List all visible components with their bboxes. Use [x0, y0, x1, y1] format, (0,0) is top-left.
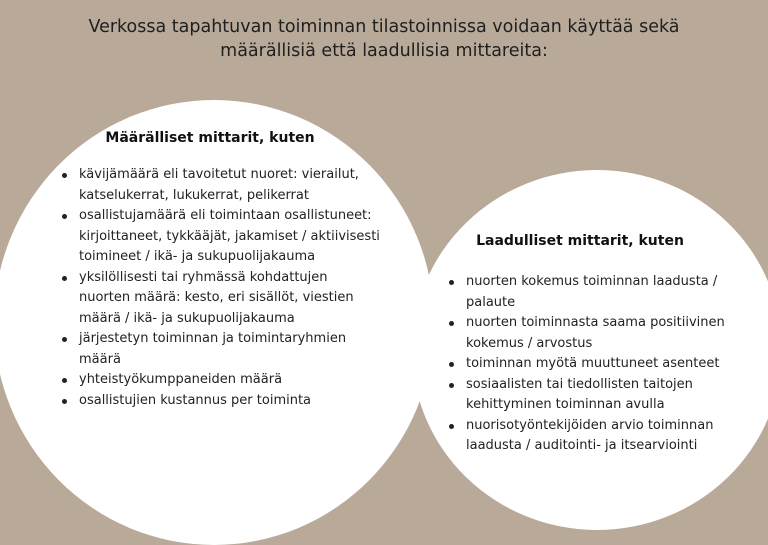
list-item [57, 206, 407, 268]
list-item-line: kirjoittaneet, tykkääjät, jakamiset / aktiivisesti [79, 228, 380, 244]
list-item-line: yksilöllisesti tai ryhmässä kohdattujen [79, 269, 328, 285]
list-item-line: kokemus / arvostus [466, 335, 593, 351]
list-item-line: osallistujien kustannus per toiminta [79, 392, 312, 408]
list-item-line: palaute [466, 294, 516, 310]
list-item [444, 313, 744, 354]
list-item [57, 268, 407, 330]
title-line-1: Verkossa tapahtuvan toiminnan tilastoinnissa voidaan käyttää sekä [88, 17, 680, 37]
list-item [444, 354, 744, 375]
list-item [57, 391, 407, 412]
quantitative-list [57, 165, 407, 411]
list-item-line: nuorten toiminnasta saama positiivinen [466, 315, 725, 330]
list-item-line: nuorten määrä: kesto, eri sisällöt, viestien [79, 290, 354, 305]
list-item-line: yhteistyökumppaneiden määrä [79, 372, 283, 387]
list-item-line: järjestetyn toiminnan ja toimintaryhmien [79, 331, 347, 346]
list-item-line: osallistujamäärä eli toimintaan osallistuneet: [79, 208, 372, 223]
list-item-line: nuorten kokemus toiminnan laadusta / [466, 274, 718, 289]
title-line-2: määrällisiä että laadullisia mittareita: [220, 41, 548, 61]
list-item [444, 375, 744, 416]
page-title [40, 15, 728, 63]
list-item [444, 272, 744, 313]
list-item-line: laadusta / auditointi- ja itsearviointi [466, 438, 698, 453]
list-item-line: nuorisotyöntekijöiden arvio toiminnan [466, 417, 714, 433]
list-item-line: sosiaalisten tai tiedollisten taitojen [466, 376, 693, 392]
list-item-line: kävijämäärä eli tavoitetut nuoret: vierailut, [79, 167, 359, 182]
list-item-line: toimineet / ikä- ja sukupuolijakauma [79, 249, 316, 264]
list-item [57, 329, 407, 370]
list-item [57, 165, 407, 206]
qualitative-list [444, 272, 744, 457]
list-item-line: katselukerrat, lukukerrat, pelikerrat [79, 187, 309, 203]
qualitative-heading: Laadulliset mittarit, kuten [476, 233, 684, 249]
quantitative-heading: Määrälliset mittarit, kuten [105, 130, 315, 146]
list-item-line: kehittyminen toiminnan avulla [466, 397, 665, 412]
list-item-line: määrä / ikä- ja sukupuolijakauma [79, 310, 295, 326]
list-item [444, 416, 744, 457]
list-item-line: toiminnan myötä muuttuneet asenteet [466, 356, 720, 371]
list-item-line: määrä [79, 351, 121, 367]
list-item [57, 370, 407, 391]
